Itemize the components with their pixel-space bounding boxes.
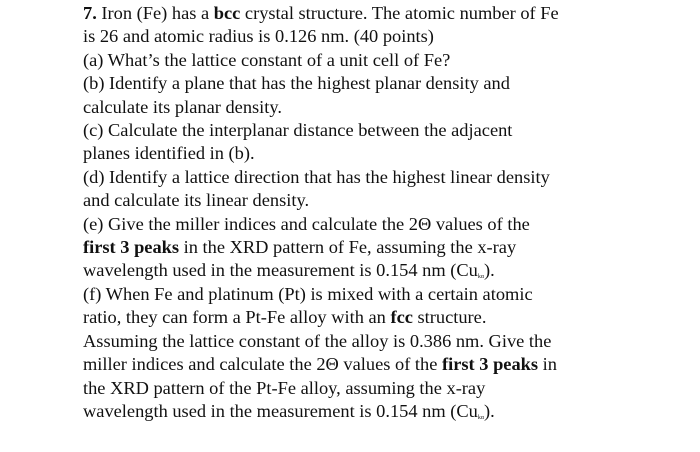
question-text <box>83 2 693 423</box>
part-a: (a) What’s the lattice constant of a unit cell of Fe? <box>83 49 451 70</box>
text-line: Assuming the lattice constant of the alloy is 0.386 nm. Give the <box>83 330 552 351</box>
text-line <box>83 236 693 259</box>
text-line: planes identified in (b). <box>83 143 255 164</box>
bold-first-3-peaks: first 3 peaks <box>442 354 539 375</box>
text-line <box>83 259 693 282</box>
text-span: miller indices and calculate the 2Θ values of the <box>83 354 442 375</box>
text-line <box>83 2 693 25</box>
subscript-k-alpha: kα <box>477 274 484 281</box>
text-line: is 26 and atomic radius is 0.126 nm. (40 points) <box>83 26 434 47</box>
question-number: 7. <box>83 3 97 23</box>
bold-first-3-peaks: first 3 peaks <box>83 237 180 258</box>
part-f: (f) When Fe and platinum (Pt) is mixed with a certain atomic <box>83 283 533 304</box>
bold-term-fcc: fcc <box>390 307 413 328</box>
text-span: wavelength used in the measurement is 0.154 nm (Cu <box>83 260 478 281</box>
text-line <box>83 400 693 423</box>
text-span: ratio, they can form a Pt-Fe alloy with an <box>83 307 391 328</box>
text-span: ). <box>483 260 495 281</box>
text-line: calculate its planar density. <box>83 96 282 117</box>
text-span: Iron (Fe) has a <box>96 3 214 23</box>
part-e: (e) Give the miller indices and calculate the 2Θ values of the <box>83 213 530 234</box>
text-line: and calculate its linear density. <box>83 190 310 211</box>
text-span: in <box>538 354 557 375</box>
part-b: (b) Identify a plane that has the highest planar density and <box>83 73 510 94</box>
text-span: wavelength used in the measurement is 0.154 nm (Cu <box>83 400 478 421</box>
bold-term-bcc: bcc <box>213 3 241 23</box>
text-span: structure. <box>412 307 487 328</box>
part-d: (d) Identify a lattice direction that has the highest linear density <box>83 166 550 187</box>
text-line <box>83 353 693 376</box>
text-span: ). <box>483 400 495 421</box>
part-c: (c) Calculate the interplanar distance between the adjacent <box>83 120 513 141</box>
text-line <box>83 306 693 329</box>
text-line: the XRD pattern of the Pt-Fe alloy, assuming the x-ray <box>83 377 486 398</box>
text-span: in the XRD pattern of Fe, assuming the x-ray <box>179 237 517 258</box>
subscript-k-alpha: kα <box>477 414 484 421</box>
text-span: crystal structure. The atomic number of Fe <box>240 3 559 23</box>
